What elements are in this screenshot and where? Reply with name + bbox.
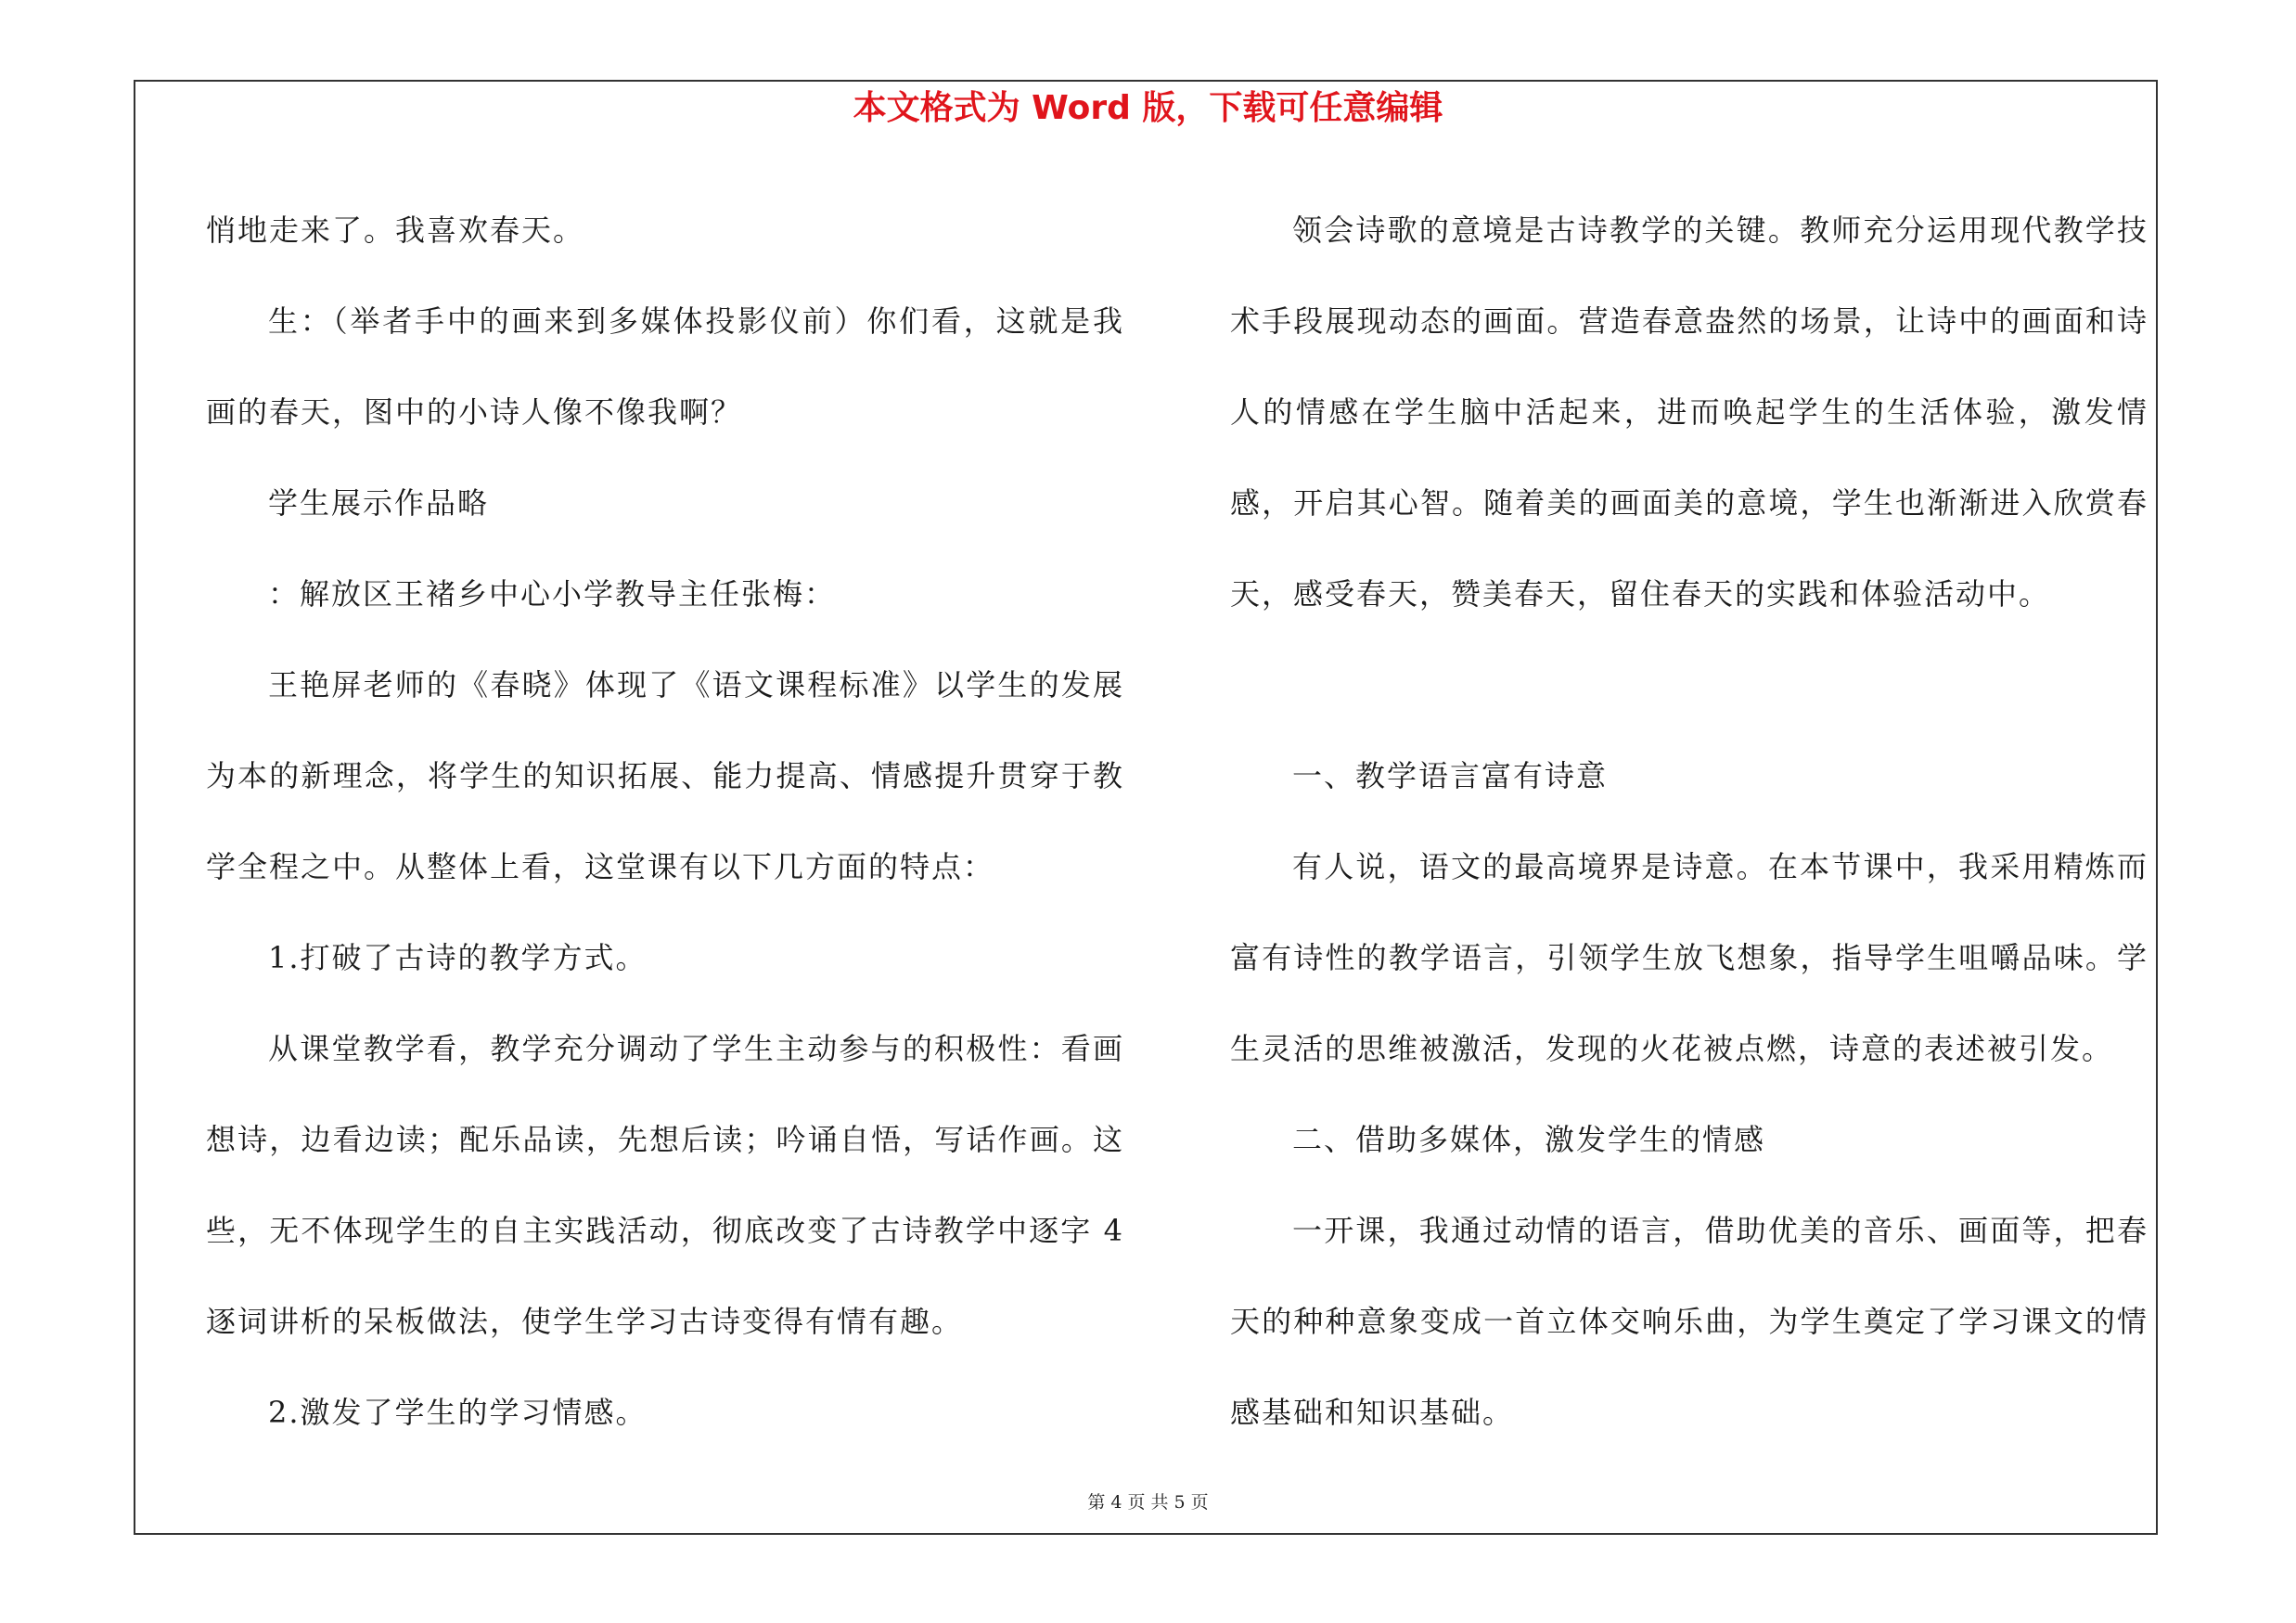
format-notice-banner: 本文格式为 Word 版，下载可任意编辑 (853, 89, 1443, 127)
left-column (206, 185, 1124, 1458)
section-heading: 一、教学语言富有诗意 (1292, 758, 1609, 793)
paragraph: 有人说，语文的最高境界是诗意。在本节课中，我采用精炼而富有诗性的教学语言，引领学生放飞想象，指导学生咀嚼品味。学生灵活的思维被激活，发现的火花被点燃，诗意的表述被引发。 (1230, 849, 2148, 1066)
paragraph: 生：（举者手中的画来到多媒体投影仪前）你们看，这就是我画的春天，图中的小诗人像不像我啊？ (206, 303, 1124, 430)
list-heading: 2.激发了学生的学习情感。 (268, 1395, 648, 1430)
paragraph: 王艳屏老师的《春晓》体现了《语文课程标准》以学生的发展为本的新理念，将学生的知识拓展、能力提高、情感提升贯穿于教学全程之中。从整体上看，这堂课有以下几方面的特点： (206, 667, 1124, 884)
paragraph: 悄地走来了。我喜欢春天。 (206, 213, 585, 248)
page-number: 第 4 页 共 5 页 (1087, 1492, 1209, 1513)
list-heading: 1.打破了古诗的教学方式。 (268, 940, 648, 975)
paragraph: 从课堂教学看，教学充分调动了学生主动参与的积极性：看画想诗，边看边读；配乐品读，先想后读；吟诵自悟，写话作画。这些，无不体现学生的自主实践活动，彻底改变了古诗教学中逐字 4 逐词讲析的呆板做法，使学生学习古诗变得有情有趣。 (206, 1031, 1124, 1339)
paragraph: 一开课，我通过动情的语言，借助优美的音乐、画面等，把春天的种种意象变成一首立体交响乐曲，为学生奠定了学习课文的情感基础和知识基础。 (1230, 1213, 2148, 1430)
paragraph: ：解放区王褚乡中心小学教导主任张梅： (268, 576, 837, 612)
paragraph: 学生展示作品略 (268, 485, 490, 521)
section-heading: 二、借助多媒体，激发学生的情感 (1292, 1122, 1766, 1157)
paragraph: 领会诗歌的意境是古诗教学的关键。教师充分运用现代教学技术手段展现动态的画面。营造春意盎然的场景，让诗中的画面和诗人的情感在学生脑中活起来，进而唤起学生的生活体验，激发情感，开启其心智。随着美的画面美的意境，学生也渐渐进入欣赏春天，感受春天，赞美春天，留住春天的实践和体验活动中。 (1230, 213, 2148, 612)
right-column (1230, 185, 2148, 1458)
blank-line (1230, 639, 2148, 730)
